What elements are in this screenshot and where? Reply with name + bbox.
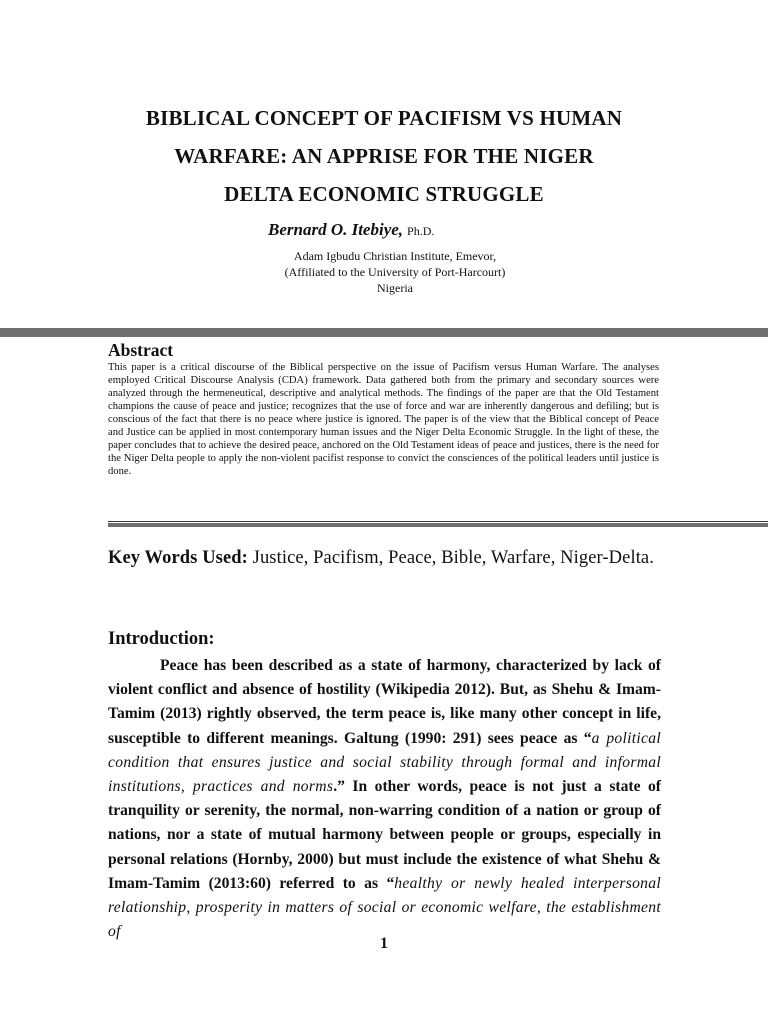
keywords-text: Justice, Pacifism, Peace, Bible, Warfare, Niger-Delta.	[252, 548, 654, 568]
author-degree: Ph.D.	[407, 224, 435, 238]
page-number: 1	[380, 935, 388, 952]
affiliation-line-1: Adam Igbudu Christian Institute, Emevor,	[293, 249, 497, 263]
author-name: Bernard O. Itebiye,	[268, 220, 404, 239]
intro-quote-2: healthy or newly healed interpersonal relationship, prosperity in matters of social or economic welfare, the establishment of	[108, 874, 661, 941]
divider-bottom	[108, 523, 768, 527]
intro-text-2: .” In other words, peace is not just a state of tranquility or serenity, the normal, non-warring condition of a nation or group of nations, nor a state of mutual harmony between people or groups, especially in personal relations (Hornby, 2000) but must include the existence of what Shehu & Imam-Tamim (2013:60) referred to as “	[108, 778, 661, 892]
abstract-text: This paper is a critical discourse of the Biblical perspective on the issue of Pacifism versus Human Warfare. The analyses employed Critical Discourse Analysis (CDA) framework. Data gathered both from the primary and secondary sources were analyzed through the hermeneutical, descriptive and analytical methods. The findings of the paper are that the Old Testament champions the cause of peace and justice; recognizes that the use of force and war are inherently dangerous and defiling; but is conscious of the fact that there is no peace where justice is ignored. The paper is of the view that the Biblical concept of Peace and Justice can be applied in most contemporary human issues and the Niger Delta Economic Struggle. In the light of these, the paper concludes that to achieve the desired peace, anchored on the Old Testament ideas of peace and justices, there is the need for the Niger Delta people to apply the non-violent pacifist response to convict the consciences of the political leaders until justice is done.	[108, 362, 659, 477]
title-line-1: BIBLICAL CONCEPT OF PACIFISM VS HUMAN	[145, 106, 623, 130]
title-line-3: DELTA ECONOMIC STRUGGLE	[224, 182, 544, 206]
abstract-heading: Abstract	[108, 340, 174, 360]
affiliation	[0, 248, 768, 296]
divider-thin	[108, 521, 768, 522]
keywords-paragraph	[108, 545, 661, 572]
affiliation-line-3: Nigeria	[377, 281, 413, 295]
introduction-paragraph	[108, 654, 661, 944]
keywords-label: Key Words Used:	[108, 548, 248, 568]
paper-title	[0, 99, 768, 213]
intro-text-1: Peace has been described as a state of harmony, characterized by lack of violent conflict and absence of hostility (Wikipedia 2012). But, as Shehu & Imam-Tamim (2013) rightly observed, the term peace is, like many other concept in life, susceptible to different meanings. Galtung (1990: 291) sees peace as “	[108, 657, 661, 747]
title-line-2: WARFARE: AN APPRISE FOR THE NIGER	[174, 144, 594, 168]
introduction-heading: Introduction:	[108, 629, 215, 649]
intro-quote-1: a political condition that ensures justice and social stability through formal and informal institutions, practices and norms	[108, 729, 661, 796]
affiliation-line-2: (Affiliated to the University of Port-Harcourt)	[284, 265, 506, 279]
author-line	[268, 220, 434, 240]
divider-top	[0, 328, 768, 337]
